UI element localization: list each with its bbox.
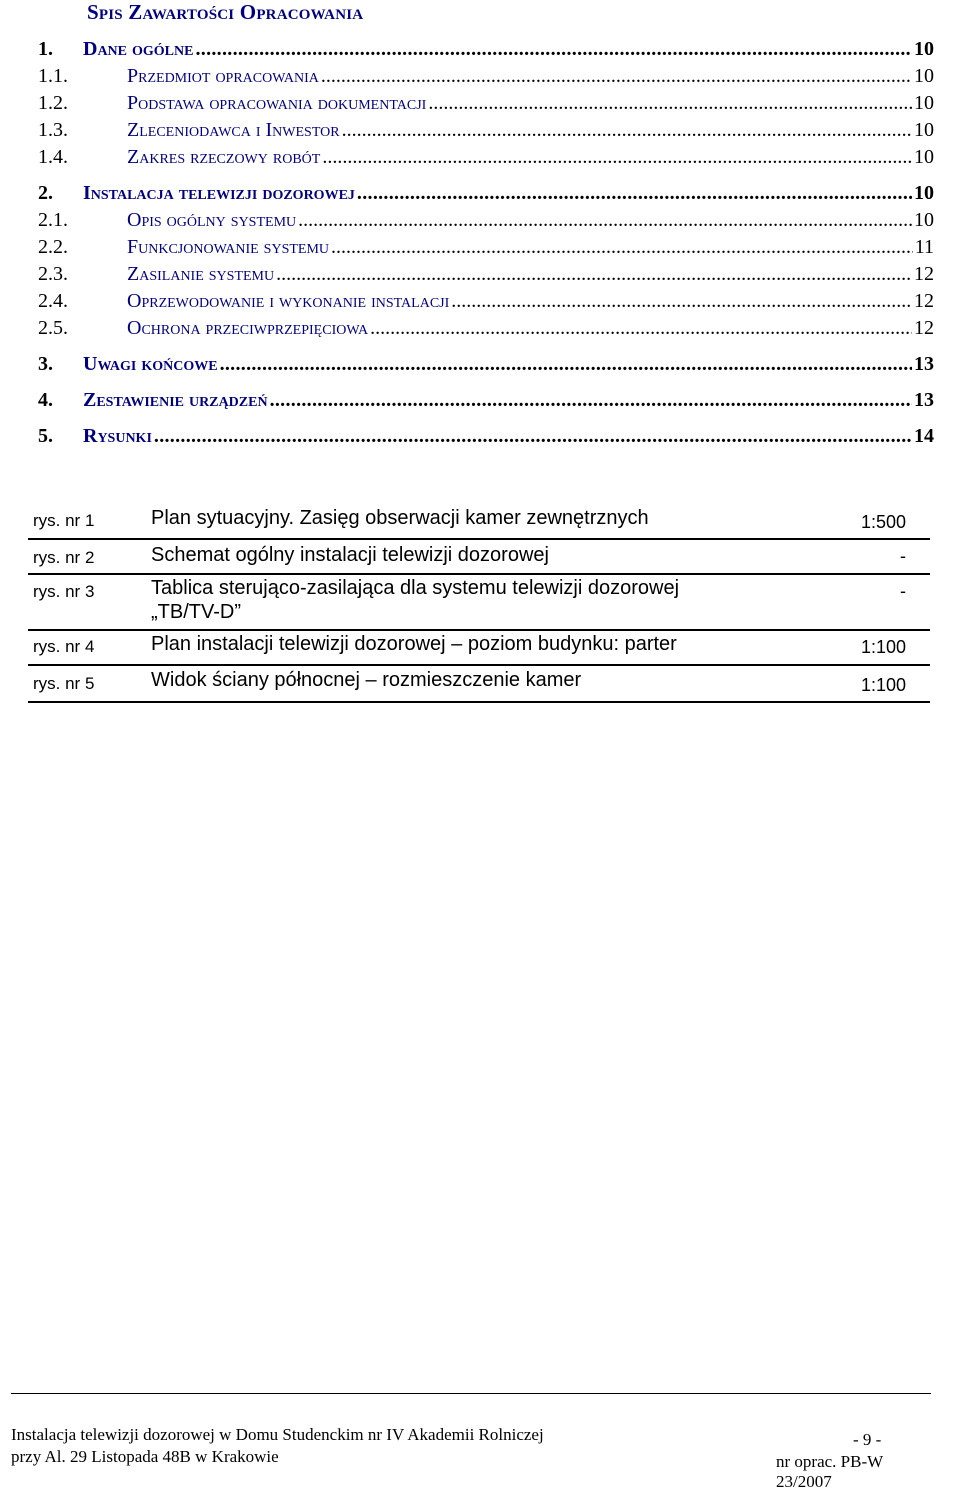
drawing-title: Plan instalacji telewizji dozorowej – poziom budynku: parter (151, 633, 677, 655)
table-of-contents (38, 38, 934, 452)
toc-number: 2.1. (38, 209, 68, 231)
footer-project-description (11, 1424, 544, 1468)
toc-entry[interactable] (38, 317, 934, 344)
page-title: Spis Zawartości Opracowania (87, 0, 364, 24)
toc-title: Uwagi końcowe (83, 353, 218, 375)
drawing-label: rys. nr 3 (33, 582, 95, 601)
toc-page-number: 10 (914, 182, 934, 204)
toc-page-number: 12 (914, 290, 934, 312)
toc-entry[interactable] (38, 209, 934, 236)
toc-leader (428, 92, 912, 115)
toc-page-number: 14 (914, 425, 934, 447)
toc-number: 1.4. (38, 146, 68, 168)
footer-line: Instalacja telewizji dozorowej w Domu Studenckim nr IV Akademii Rolniczej (11, 1425, 544, 1444)
drawing-row[interactable] (28, 631, 930, 666)
toc-page-number: 10 (914, 38, 934, 60)
toc-title: Opis ogólny systemu (127, 209, 297, 231)
toc-title: Funkcjonowanie systemu (127, 236, 330, 258)
toc-number: 2.4. (38, 290, 68, 312)
toc-page-number: 11 (914, 236, 934, 258)
toc-entry[interactable] (38, 92, 934, 119)
toc-entry[interactable] (38, 236, 934, 263)
toc-page-number: 10 (914, 92, 934, 114)
toc-entry[interactable] (38, 119, 934, 146)
toc-title: Rysunki (83, 425, 152, 447)
drawings-list (28, 506, 930, 703)
toc-title: Oprzewodowanie i wykonanie instalacji (127, 290, 450, 312)
drawing-title: Plan sytuacyjny. Zasięg obserwacji kamer zewnętrznych (151, 507, 649, 529)
toc-page-number: 13 (914, 353, 934, 375)
toc-title: Zestawienie urządzeń (83, 389, 268, 411)
toc-entry[interactable] (38, 389, 934, 416)
toc-leader (270, 389, 912, 412)
drawing-row[interactable] (28, 666, 930, 703)
document-reference: nr oprac. PB-W 23/2007 (776, 1452, 883, 1491)
drawing-title: Widok ściany północnej – rozmieszczenie kamer (151, 669, 582, 691)
toc-entry[interactable] (38, 290, 934, 317)
toc-number: 5. (38, 425, 53, 447)
toc-leader (276, 263, 912, 286)
toc-leader (220, 353, 912, 376)
footer-line: przy Al. 29 Listopada 48B w Krakowie (11, 1447, 279, 1466)
drawing-title: Schemat ogólny instalacji telewizji dozorowej (151, 544, 549, 566)
toc-number: 2.3. (38, 263, 68, 285)
toc-leader (195, 38, 912, 61)
toc-title: Dane ogólne (83, 38, 194, 60)
toc-title: Podstawa opracowania dokumentacji (127, 92, 427, 114)
drawing-row[interactable] (28, 506, 930, 540)
toc-title: Zleceniodawca i Inwestor (127, 119, 340, 141)
toc-page-number: 13 (914, 389, 934, 411)
toc-entry[interactable] (38, 353, 934, 380)
toc-number: 2.2. (38, 236, 68, 258)
toc-title: Zakres rzeczowy robót (127, 146, 321, 168)
toc-page-number: 10 (914, 146, 934, 168)
drawing-scale: - (900, 546, 906, 566)
drawing-row[interactable] (28, 575, 930, 631)
toc-leader (321, 65, 912, 88)
drawing-label: rys. nr 5 (33, 674, 95, 693)
drawing-label: rys. nr 2 (33, 548, 95, 567)
drawing-title-continued: „TB/TV-D” (151, 601, 241, 623)
toc-number: 3. (38, 353, 53, 375)
toc-leader (154, 425, 912, 448)
toc-entry[interactable] (38, 65, 934, 92)
drawing-scale: 1:500 (860, 512, 906, 532)
drawing-scale: - (900, 581, 906, 601)
drawing-label: rys. nr 1 (33, 511, 95, 530)
toc-entry[interactable] (38, 38, 934, 65)
drawing-label: rys. nr 4 (33, 637, 95, 656)
toc-title: Ochrona przeciwprzepięciowa (127, 317, 369, 339)
toc-number: 1. (38, 38, 53, 60)
toc-number: 1.2. (38, 92, 68, 114)
toc-entry[interactable] (38, 146, 934, 173)
page-footer (11, 1393, 931, 1491)
toc-title: Zasilanie systemu (127, 263, 275, 285)
drawing-title: Tablica sterująco-zasilająca dla systemu telewizji dozorowej (151, 577, 680, 599)
toc-number: 1.3. (38, 119, 68, 141)
toc-leader (451, 290, 912, 313)
page-number: - 9 - (853, 1430, 882, 1449)
toc-page-number: 12 (914, 263, 934, 285)
drawing-row[interactable] (28, 540, 930, 575)
toc-number: 4. (38, 389, 53, 411)
toc-number: 1.1. (38, 65, 68, 87)
toc-leader (331, 236, 913, 259)
toc-entry[interactable] (38, 182, 934, 209)
toc-leader (322, 146, 912, 169)
toc-page-number: 12 (914, 317, 934, 339)
toc-title: Przedmiot opracowania (127, 65, 319, 87)
toc-page-number: 10 (914, 119, 934, 141)
toc-number: 2.5. (38, 317, 68, 339)
toc-leader (370, 317, 912, 340)
toc-number: 2. (38, 182, 53, 204)
toc-entry[interactable] (38, 425, 934, 452)
drawing-scale: 1:100 (860, 637, 906, 657)
toc-title: Instalacja telewizji dozorowej (83, 182, 355, 204)
toc-entry[interactable] (38, 263, 934, 290)
toc-leader (357, 182, 912, 205)
toc-page-number: 10 (914, 65, 934, 87)
toc-leader (342, 119, 912, 142)
toc-page-number: 10 (914, 209, 934, 231)
drawing-scale: 1:100 (860, 675, 906, 695)
toc-leader (298, 209, 912, 232)
